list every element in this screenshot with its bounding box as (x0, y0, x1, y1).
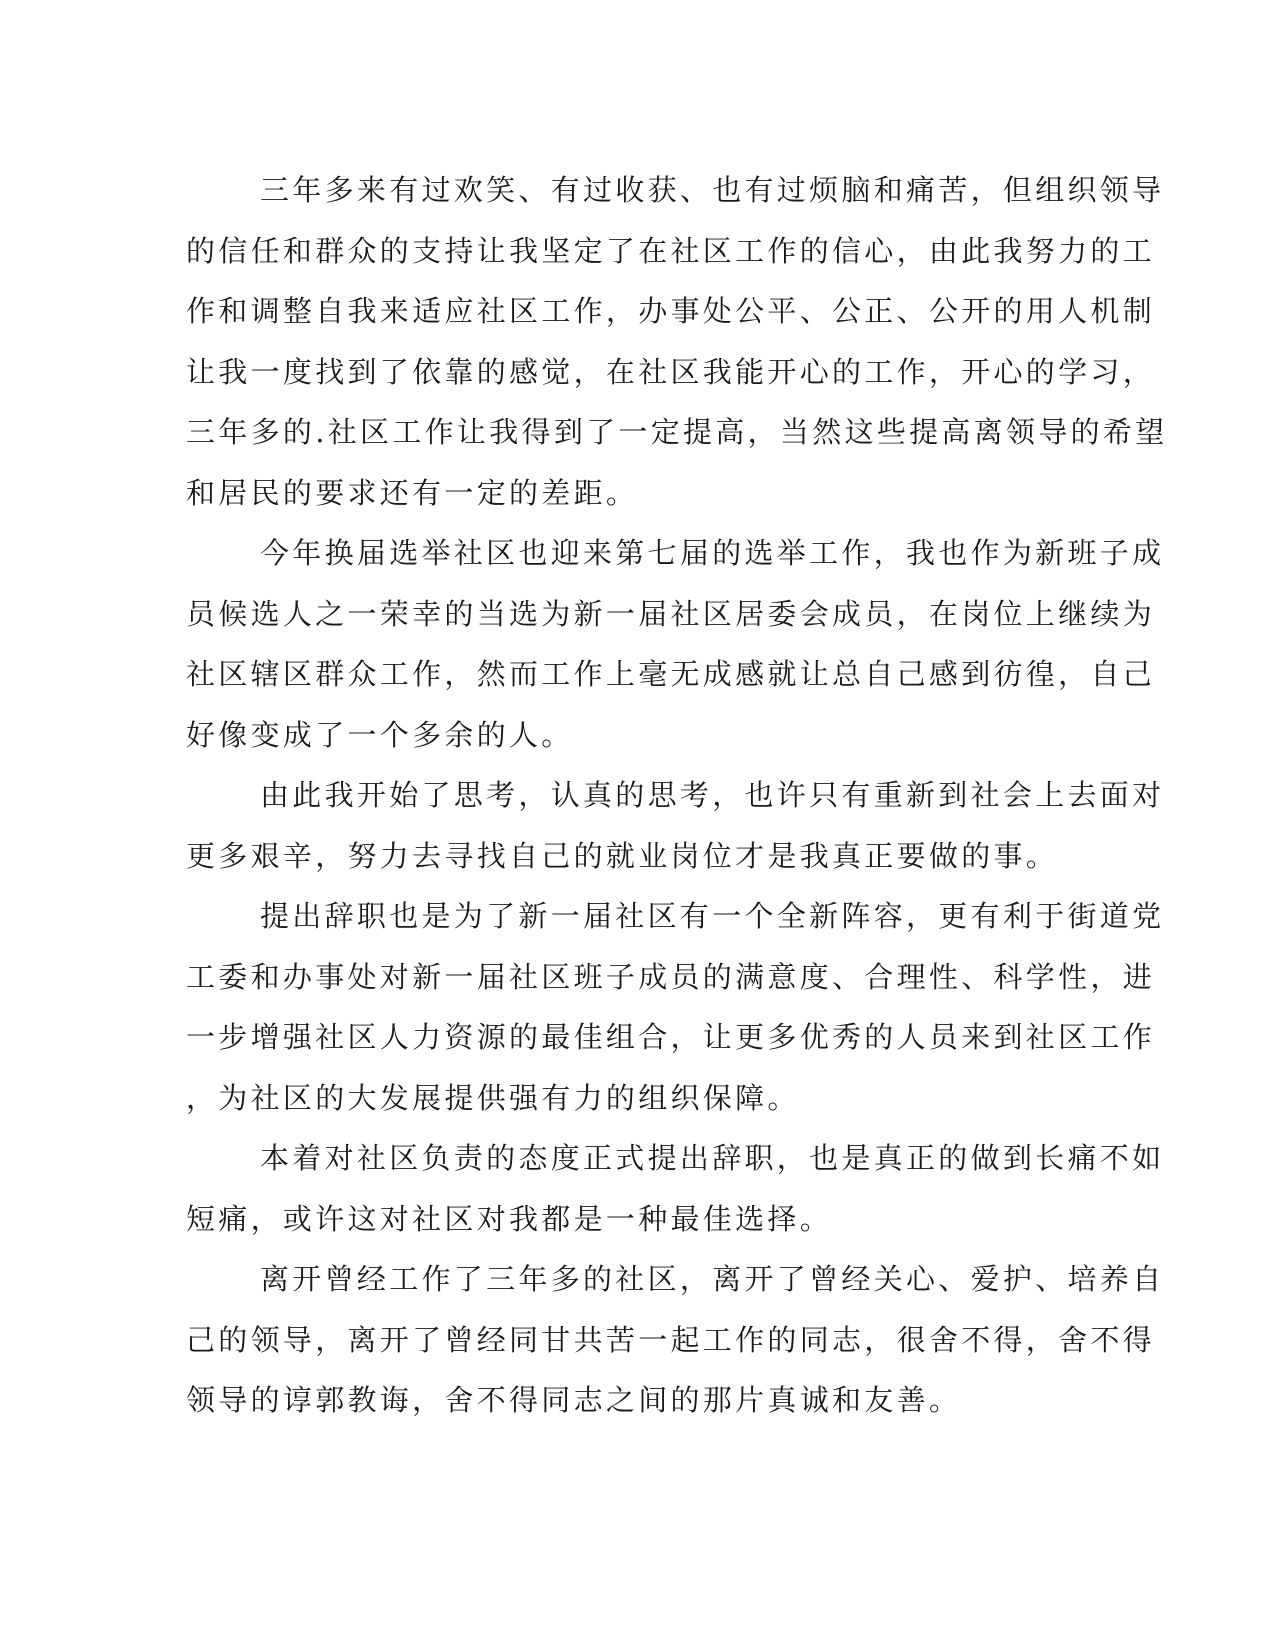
text-line: 让我一度找到了依靠的感觉，在社区我能开心的工作，开心的学习， (186, 354, 1156, 389)
text-line: 今年换届选举社区也迎来第七届的选举工作，我也作为新班子成 (260, 536, 1165, 570)
text-line: 三年多的.社区工作让我得到了一定提高，当然这些提高离领导的希望 (186, 415, 1168, 449)
text-line: 短痛，或许这对社区对我都是一种最佳选择。 (186, 1201, 833, 1236)
text-line: 好像变成了一个多余的人。 (186, 717, 574, 752)
text-line: 由此我开始了思考，认真的思考，也许只有重新到社会上去面对 (260, 778, 1165, 812)
paragraph-6 (186, 1249, 1165, 1431)
text-line: ，为社区的大发展提供强有力的组织保障。 (186, 1080, 800, 1115)
text-line: 己的领导，离开了曾经同甘共苦一起工作的同志，很舍不得，舍不得 (186, 1322, 1156, 1357)
text-line: 提出辞职也是为了新一届社区有一个全新阵容，更有利于街道党 (260, 899, 1165, 933)
text-line: 更多艰辛，努力去寻找自己的就业岗位才是我真正要做的事。 (186, 838, 1059, 873)
paragraph-1 (186, 160, 1168, 523)
text-line: 一步增强社区人力资源的最佳组合，让更多优秀的人员来到社区工作 (186, 1020, 1156, 1054)
text-line: 三年多来有过欢笑、有过收获、也有过烦脑和痛苦，但组织领导 (260, 173, 1165, 207)
text-line: 员候选人之一荣幸的当选为新一届社区居委会成员，在岗位上继续为 (186, 596, 1156, 631)
text-line: 社区辖区群众工作，然而工作上毫无成感就让总自己感到彷徨，自己 (186, 657, 1156, 691)
text-line: 的信任和群众的支持让我坚定了在社区工作的信心，由此我努力的工 (186, 233, 1156, 268)
text-line: 领导的谆郭教诲，舍不得同志之间的那片真诚和友善。 (186, 1383, 962, 1417)
text-line: 和居民的要求还有一定的差距。 (186, 475, 639, 510)
text-line: 离开曾经工作了三年多的社区，离开了曾经关心、爱护、培养自 (260, 1262, 1165, 1296)
text-line: 本着对社区负责的态度正式提出辞职，也是真正的做到长痛不如 (260, 1141, 1165, 1175)
text-line: 工委和办事处对新一届社区班子成员的满意度、合理性、科学性，进 (186, 959, 1156, 994)
document-body (186, 160, 1168, 1431)
paragraph-5 (186, 1128, 1165, 1249)
text-line: 作和调整自我来适应社区工作，办事处公平、公正、公开的用人机制 (186, 294, 1156, 328)
paragraph-4 (186, 886, 1165, 1128)
paragraph-2 (186, 523, 1165, 765)
paragraph-3 (186, 765, 1165, 886)
